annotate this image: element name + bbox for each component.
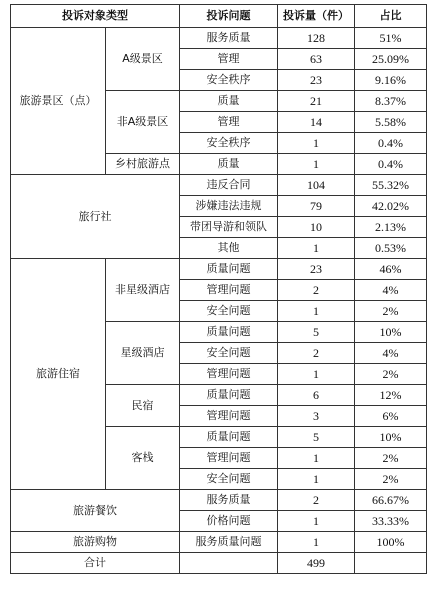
share-cell: 46% [355,259,427,280]
count-cell: 1 [278,133,355,154]
table-row [11,490,427,511]
issue-cell: 管理问题 [180,280,278,301]
issue-cell: 带团导游和领队 [180,217,278,238]
issue-cell: 价格问题 [180,511,278,532]
count-cell: 14 [278,112,355,133]
issue-cell: 服务质量问题 [180,532,278,553]
header-count: 投诉量（件） [278,5,355,28]
issue-cell: 质量问题 [180,385,278,406]
count-cell: 6 [278,385,355,406]
share-cell: 12% [355,385,427,406]
issue-cell: 管理问题 [180,406,278,427]
issue-cell: 涉嫌违法违规 [180,196,278,217]
share-cell: 55.32% [355,175,427,196]
table-row [11,28,427,49]
issue-cell: 安全问题 [180,469,278,490]
subcategory-cell: A级景区 [106,28,180,91]
count-cell: 10 [278,217,355,238]
share-cell: 9.16% [355,70,427,91]
subcategory-cell: 非A级景区 [106,91,180,154]
count-cell: 79 [278,196,355,217]
category-cell: 旅行社 [11,175,180,259]
share-cell: 2% [355,448,427,469]
count-cell: 1 [278,448,355,469]
count-cell: 23 [278,259,355,280]
count-cell: 63 [278,49,355,70]
complaint-statistics-table [10,4,427,574]
issue-cell: 安全秩序 [180,133,278,154]
count-cell: 2 [278,280,355,301]
count-cell: 5 [278,322,355,343]
subcategory-cell: 非星级酒店 [106,259,180,322]
count-cell: 1 [278,301,355,322]
count-cell: 1 [278,511,355,532]
share-cell: 0.4% [355,154,427,175]
total-row [11,553,427,574]
total-empty-cell [180,553,278,574]
header-target-type: 投诉对象类型 [11,5,180,28]
header-row [11,5,427,28]
share-cell: 8.37% [355,91,427,112]
issue-cell: 质量 [180,154,278,175]
count-cell: 104 [278,175,355,196]
table-row [11,532,427,553]
count-cell: 1 [278,469,355,490]
issue-cell: 质量 [180,91,278,112]
count-cell: 1 [278,238,355,259]
share-cell: 5.58% [355,112,427,133]
share-cell: 10% [355,427,427,448]
category-cell: 旅游住宿 [11,259,106,490]
share-cell: 6% [355,406,427,427]
share-cell: 4% [355,343,427,364]
issue-cell: 违反合同 [180,175,278,196]
share-cell: 0.4% [355,133,427,154]
share-cell: 2% [355,301,427,322]
issue-cell: 质量问题 [180,259,278,280]
issue-cell: 管理问题 [180,448,278,469]
subcategory-cell: 乡村旅游点 [106,154,180,175]
count-cell: 3 [278,406,355,427]
subcategory-cell: 客栈 [106,427,180,490]
category-cell: 旅游景区（点） [11,28,106,175]
share-cell: 2% [355,469,427,490]
count-cell: 2 [278,343,355,364]
share-cell: 25.09% [355,49,427,70]
category-cell: 旅游餐饮 [11,490,180,532]
total-label: 合计 [11,553,180,574]
share-cell: 2.13% [355,217,427,238]
count-cell: 128 [278,28,355,49]
issue-cell: 质量问题 [180,427,278,448]
issue-cell: 管理 [180,112,278,133]
table-row [11,259,427,280]
share-cell: 33.33% [355,511,427,532]
subcategory-cell: 星级酒店 [106,322,180,385]
share-cell: 66.67% [355,490,427,511]
issue-cell: 安全秩序 [180,70,278,91]
share-cell: 100% [355,532,427,553]
count-cell: 23 [278,70,355,91]
issue-cell: 其他 [180,238,278,259]
issue-cell: 服务质量 [180,28,278,49]
issue-cell: 管理问题 [180,364,278,385]
issue-cell: 安全问题 [180,343,278,364]
count-cell: 1 [278,364,355,385]
issue-cell: 管理 [180,49,278,70]
count-cell: 5 [278,427,355,448]
share-cell: 4% [355,280,427,301]
count-cell: 1 [278,154,355,175]
share-cell: 42.02% [355,196,427,217]
category-cell: 旅游购物 [11,532,180,553]
share-cell: 2% [355,364,427,385]
total-count: 499 [278,553,355,574]
issue-cell: 安全问题 [180,301,278,322]
count-cell: 1 [278,532,355,553]
subcategory-cell: 民宿 [106,385,180,427]
count-cell: 21 [278,91,355,112]
share-cell: 10% [355,322,427,343]
table-row [11,175,427,196]
count-cell: 2 [278,490,355,511]
share-cell: 51% [355,28,427,49]
total-empty-share [355,553,427,574]
issue-cell: 服务质量 [180,490,278,511]
header-share: 占比 [355,5,427,28]
share-cell: 0.53% [355,238,427,259]
header-issue: 投诉问题 [180,5,278,28]
issue-cell: 质量问题 [180,322,278,343]
